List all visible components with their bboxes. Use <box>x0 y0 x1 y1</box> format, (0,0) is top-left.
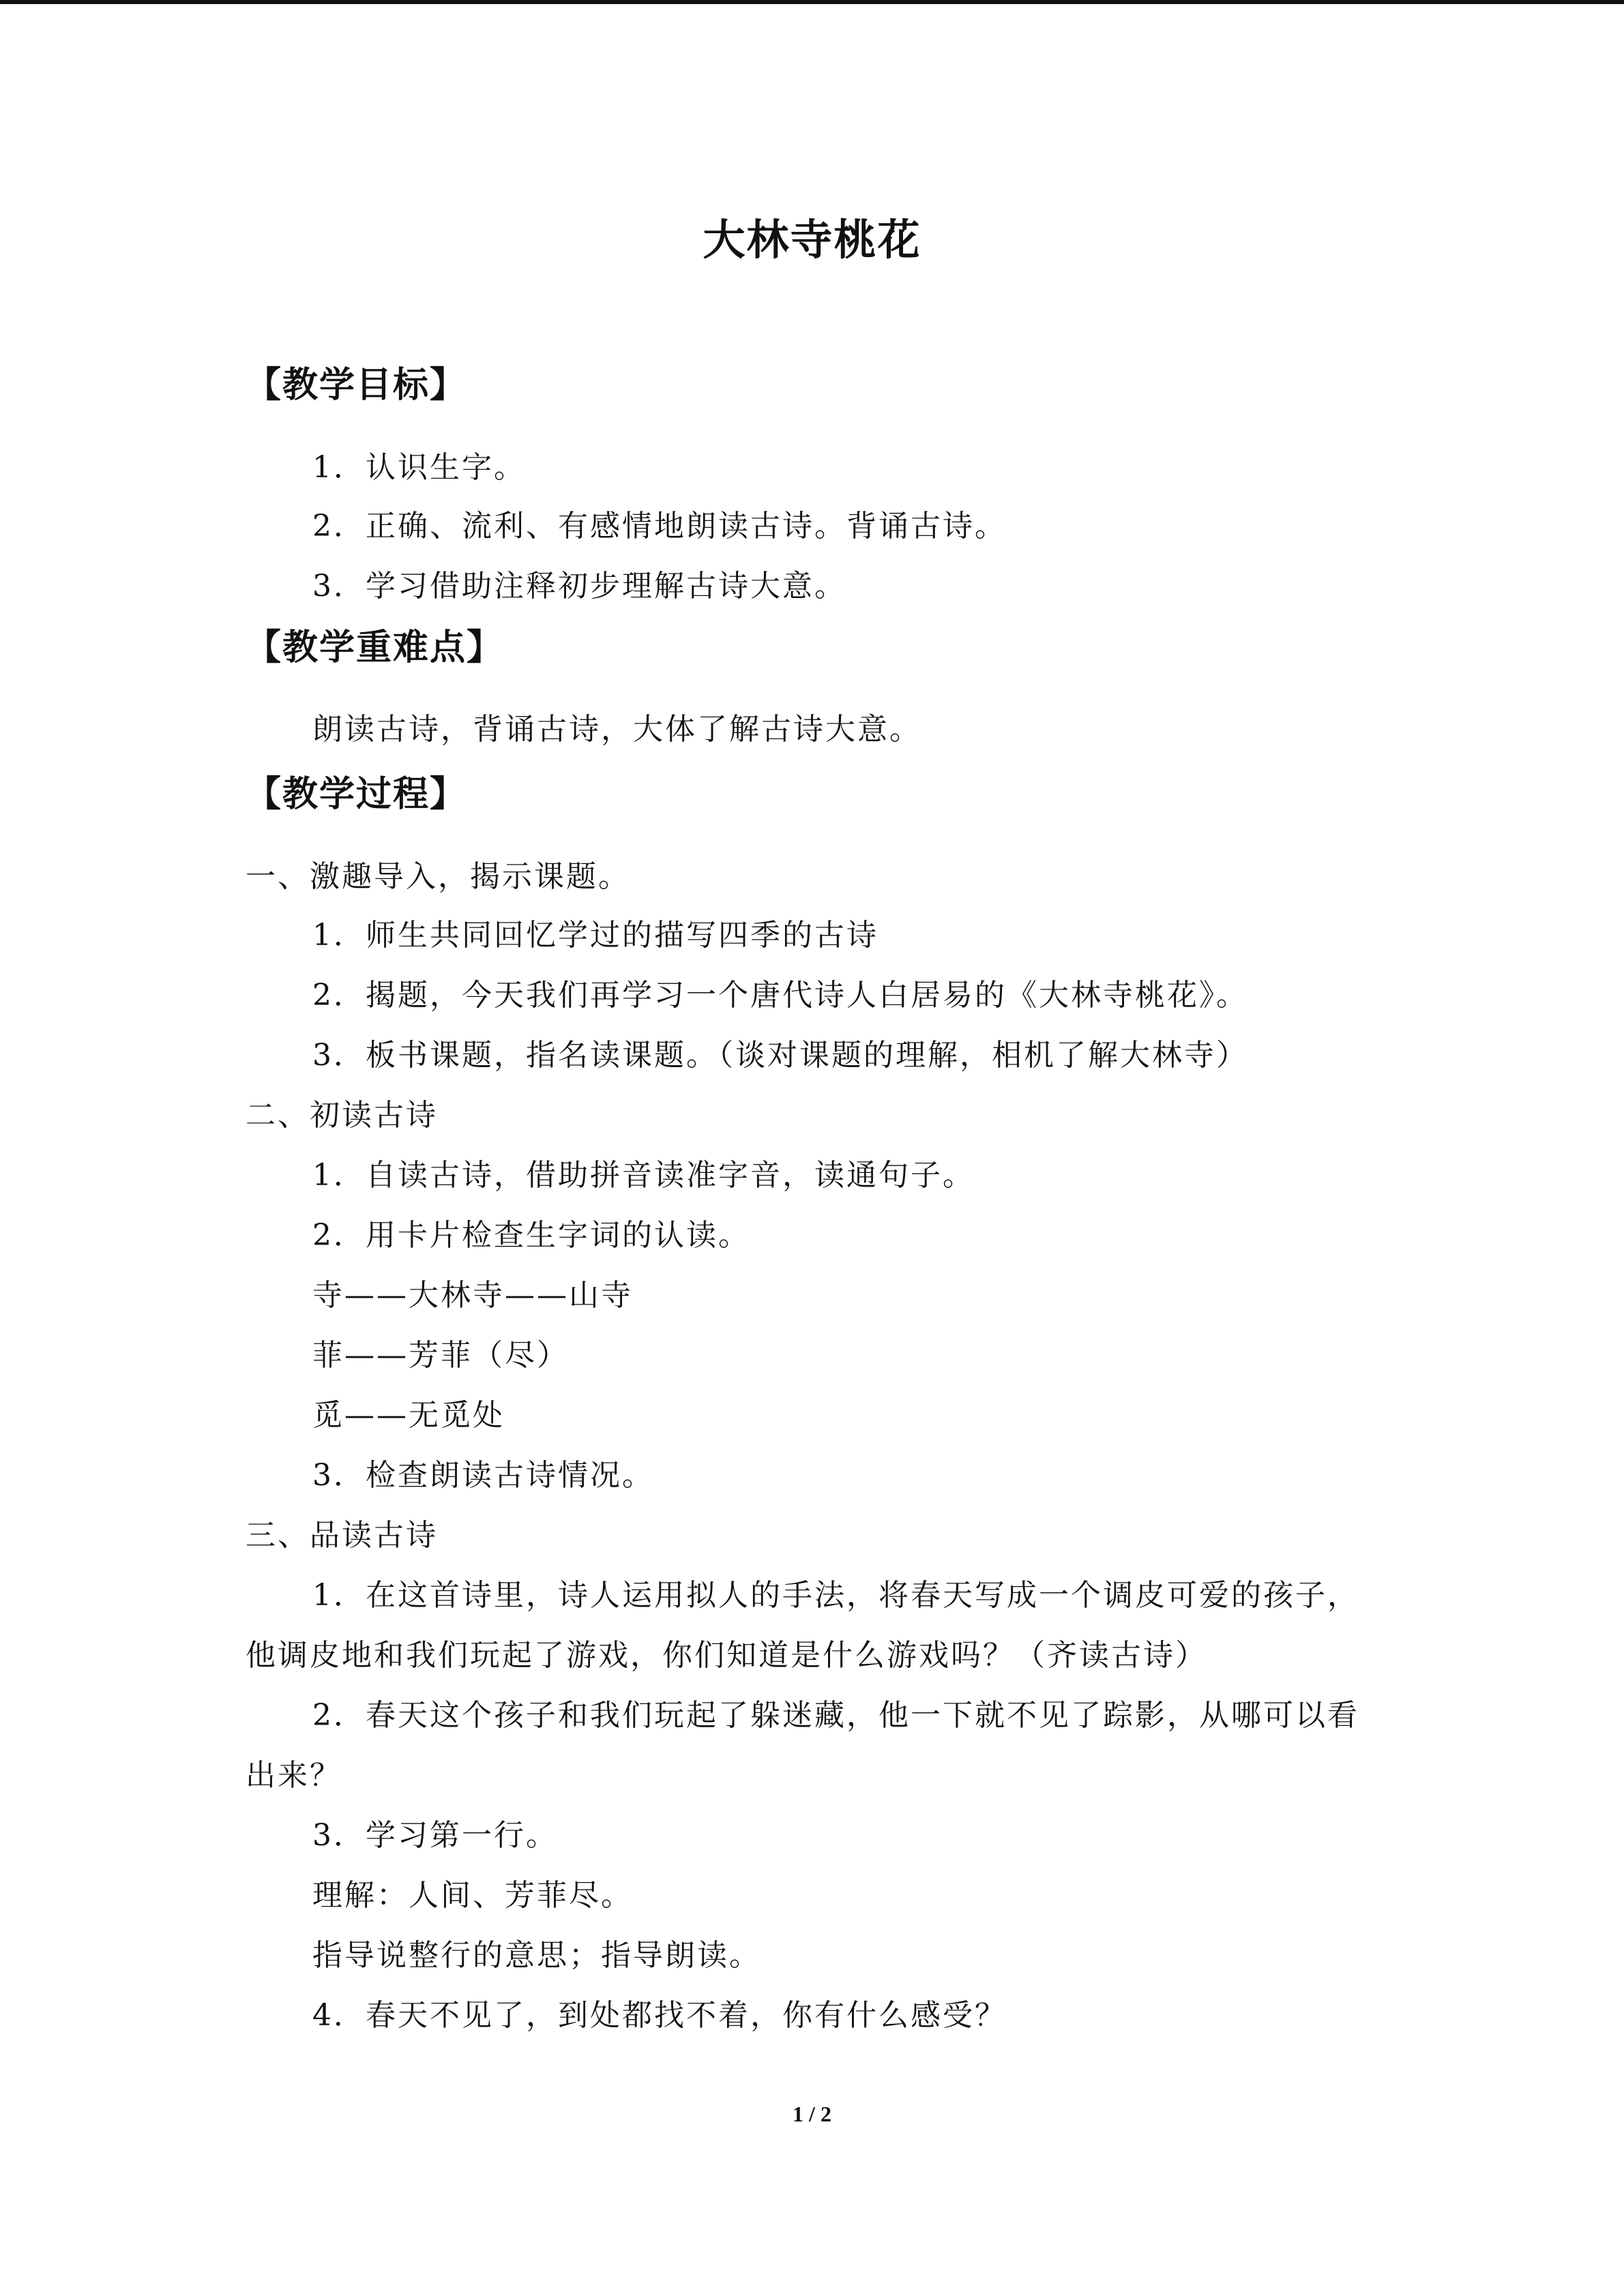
vocab-card: 觅——无觅处 <box>312 1398 505 1433</box>
part3-question-1-line-2: 他调皮地和我们玩起了游戏，你们知道是什么游戏吗？（齐读古诗） <box>246 1638 1207 1673</box>
vocab-card: 菲——芳菲（尽） <box>312 1338 569 1373</box>
part3-item: 4．春天不见了，到处都找不着，你有什么感受？ <box>312 1998 1007 2033</box>
page-title: 大林寺桃花 <box>703 215 921 265</box>
vocab-card: 寺——大林寺——山寺 <box>312 1278 633 1313</box>
part3-question-2-line-1: 2．春天这个孩子和我们玩起了躲迷藏，他一下就不见了踪影，从哪可以看 <box>312 1698 1359 1733</box>
part2-item: 1．自读古诗，借助拼音读准字音，读通句子。 <box>312 1158 975 1193</box>
part3-item: 理解：人间、芳菲尽。 <box>312 1878 633 1913</box>
part3-question-1-line-1: 1．在这首诗里，诗人运用拟人的手法，将春天写成一个调皮可爱的孩子， <box>312 1578 1359 1613</box>
process-heading: 【教学过程】 <box>246 774 467 815</box>
part2-item: 3．检查朗读古诗情况。 <box>312 1458 654 1493</box>
page-number: 1 / 2 <box>793 2102 831 2126</box>
part3-title: 三、品读古诗 <box>246 1518 438 1553</box>
key-points-heading: 【教学重难点】 <box>246 627 504 668</box>
part3-item: 指导说整行的意思；指导朗读。 <box>312 1938 761 1973</box>
part1-item: 2．揭题，今天我们再学习一个唐代诗人白居易的《大林寺桃花》。 <box>312 978 1248 1013</box>
part2-title: 二、初读古诗 <box>246 1098 438 1133</box>
objective-item: 3．学习借助注释初步理解古诗大意。 <box>312 569 846 603</box>
objective-item: 1．认识生字。 <box>312 450 526 485</box>
part3-question-2-line-2: 出来？ <box>246 1758 342 1793</box>
part1-item: 3．板书课题，指名读课题。（谈对课题的理解，相机了解大林寺） <box>312 1038 1248 1073</box>
part2-item: 2．用卡片检查生字词的认读。 <box>312 1218 750 1253</box>
part1-title: 一、激趣导入，揭示课题。 <box>246 859 630 894</box>
objectives-heading: 【教学目标】 <box>246 365 467 406</box>
part3-item: 3．学习第一行。 <box>312 1818 558 1853</box>
part1-item: 1．师生共同回忆学过的描写四季的古诗 <box>312 918 879 953</box>
key-points-text: 朗读古诗，背诵古诗，大体了解古诗大意。 <box>312 712 921 747</box>
objective-item: 2．正确、流利、有感情地朗读古诗。背诵古诗。 <box>312 509 1007 543</box>
